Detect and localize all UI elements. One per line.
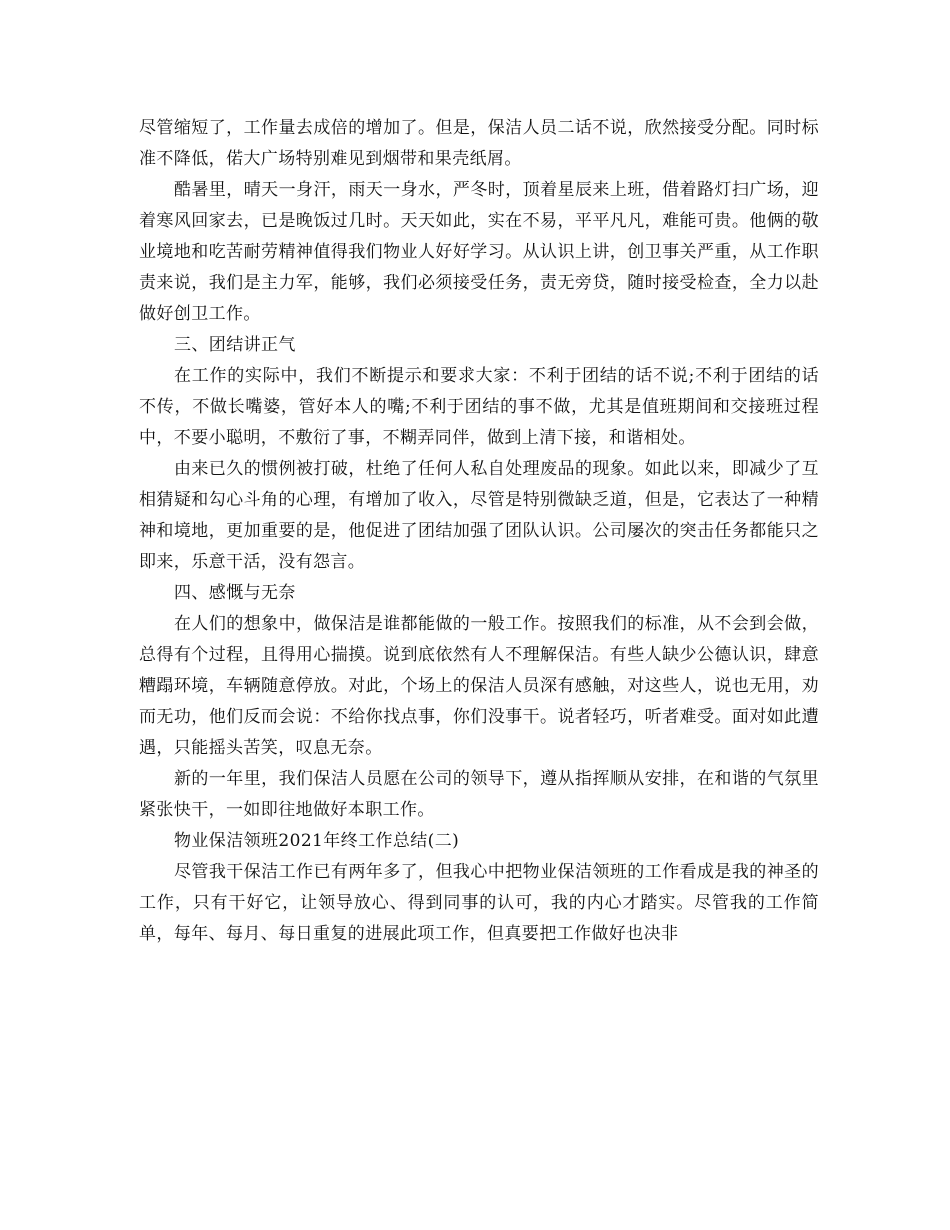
paragraph-4: 由来已久的惯例被打破，杜绝了任何人私自处理废品的现象。如此以来，即减少了互相猜疑和勾心斗角的心理，有增加了收入，尽管是特别微缺乏道，但是，它表达了一种精神和境地，更加重要的是，他促进了团结加强了团队认识。公司屡次的突击任务都能只之即来，乐意干活，没有怨言。 [139,459,819,572]
paragraph-3: 在工作的实际中，我们不断提示和要求大家：不利于团结的话不说;不利于团结的话不传，不做长嘴婆，管好本人的嘴;不利于团结的事不做，尤其是值班期间和交接班过程中，不要小聪明，不敷衍了事，不糊弄同伴，做到上清下接，和谐相处。 [139,366,819,448]
section-heading-3: 三、团结讲正气 [174,335,296,355]
paragraph-1: 尽管缩短了，工作量去成倍的增加了。但是，保洁人员二话不说，欣然接受分配。同时标准不降低，偌大广场特别难见到烟带和果壳纸屑。 [139,118,819,169]
paragraph-7: 尽管我干保洁工作已有两年多了，但我心中把物业保洁领班的工作看成是我的神圣的工作，只有干好它，让领导放心、得到同事的认可，我的内心才踏实。尽管我的工作简单，每年、每月、每日重复的进展此项工作，但真要把工作做好也决非 [139,862,819,944]
document-subtitle: 物业保洁领班2021年终工作总结(二) [174,831,460,851]
document-body [139,113,819,950]
paragraph-5: 在人们的想象中，做保洁是谁都能做的一般工作。按照我们的标准，从不会到会做，总得有个过程，且得用心揣摸。说到底依然有人不理解保洁。有些人缺少公德认识，肆意糟蹋环境，车辆随意停放。对此，个场上的保洁人员深有感触，对这些人，说也无用，劝而无功，他们反而会说：不给你找点事，你们没事干。说者轻巧，听者难受。面对如此遭遇，只能摇头苦笑，叹息无奈。 [139,614,819,758]
paragraph-2: 酷暑里，晴天一身汗，雨天一身水，严冬时，顶着星辰来上班，借着路灯扫广场，迎着寒风回家去，已是晚饭过几时。天天如此，实在不易，平平凡凡，难能可贵。他俩的敬业境地和吃苦耐劳精神值得我们物业人好好学习。从认识上讲，创卫事关严重，从工作职责来说，我们是主力军，能够，我们必须接受任务，责无旁贷，随时接受检查，全力以赴做好创卫工作。 [139,180,819,324]
section-heading-4: 四、感慨与无奈 [174,583,296,603]
paragraph-6: 新的一年里，我们保洁人员愿在公司的领导下，遵从指挥顺从安排，在和谐的气氛里紧张快干，一如即往地做好本职工作。 [139,769,819,820]
